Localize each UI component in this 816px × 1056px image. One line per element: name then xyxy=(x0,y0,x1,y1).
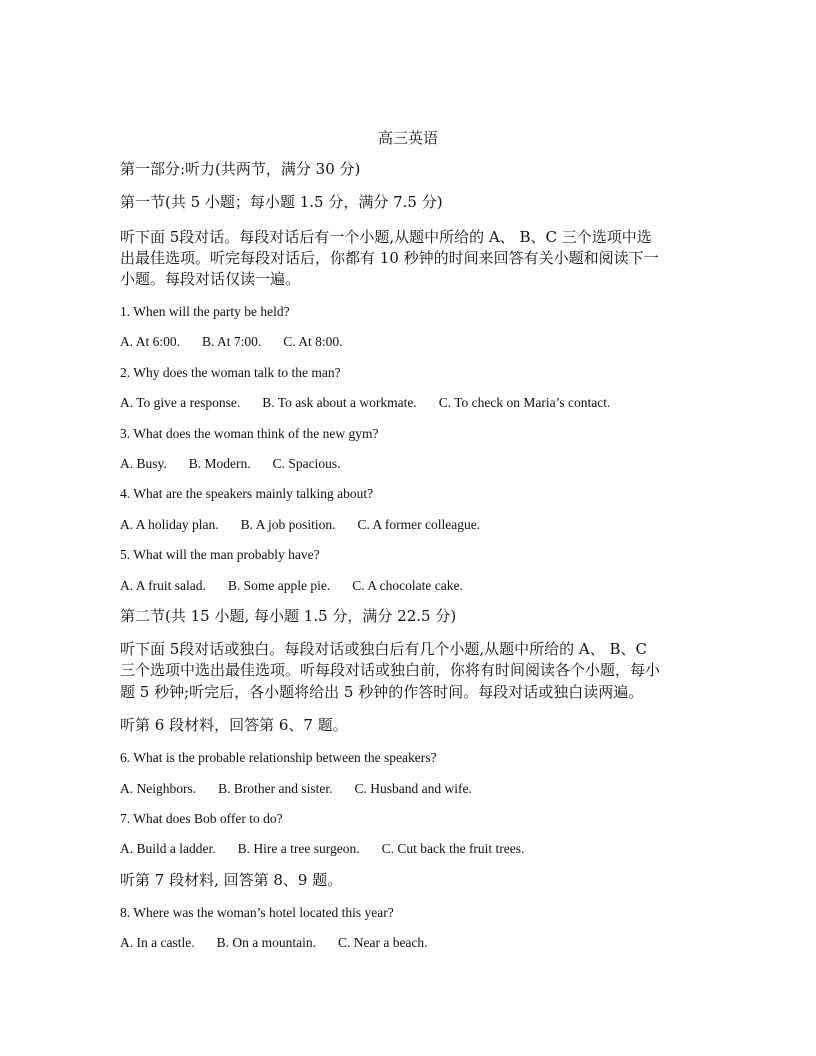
material-7-heading: 听第 7 段材料, 回答第 8、9 题。 xyxy=(120,871,343,889)
option: C. Husband and wife. xyxy=(354,781,472,796)
answer-options xyxy=(120,579,463,593)
answer-options xyxy=(120,518,480,532)
option: B. At 7:00. xyxy=(202,334,262,349)
section2-instruction-line: 听下面 5段对话或独白。每段对话或独白后有几个小题,从题中所给的 A、 B、C xyxy=(120,640,647,658)
answer-options xyxy=(120,936,428,950)
option: A. Busy. xyxy=(120,456,167,471)
answer-options xyxy=(120,335,343,349)
option: B. To ask about a workmate. xyxy=(262,395,417,410)
option: C. At 8:00. xyxy=(283,334,343,349)
question-text: 8. Where was the woman’s hotel located this year? xyxy=(120,905,394,920)
option: B. A job position. xyxy=(240,517,336,532)
material-6-heading: 听第 6 段材料，回答第 6、7 题。 xyxy=(120,716,348,734)
answer-options xyxy=(120,782,472,796)
option: A. At 6:00. xyxy=(120,334,181,349)
part1-heading: 第一部分:听力(共两节，满分 30 分) xyxy=(120,160,361,178)
option: C. Cut back the fruit trees. xyxy=(381,841,525,856)
option: A. A holiday plan. xyxy=(120,517,219,532)
option: C. Spacious. xyxy=(272,456,341,471)
question-text: 5. What will the man probably have? xyxy=(120,547,320,562)
answer-options xyxy=(120,842,524,856)
option: A. A fruit salad. xyxy=(120,578,206,593)
section2-heading: 第二节(共 15 小题, 每小题 1.5 分，满分 22.5 分) xyxy=(120,607,457,625)
question-text: 3. What does the woman think of the new gym? xyxy=(120,426,379,441)
question-text: 7. What does Bob offer to do? xyxy=(120,811,283,826)
section1-instruction-line: 小题。每段对话仅读一遍。 xyxy=(120,270,301,288)
question-text: 4. What are the speakers mainly talking about? xyxy=(120,486,374,501)
section2-instruction-line: 三个选项中选出最佳选项。听每段对话或独白前，你将有时间阅读各个小题，每小 xyxy=(120,661,661,679)
option: C. Near a beach. xyxy=(337,935,428,950)
document-title: 高三英语 xyxy=(377,129,438,147)
section2-instruction-line: 题 5 秒钟;听完后，各小题将给出 5 秒钟的作答时间。每段对话或独白读两遍。 xyxy=(120,683,644,701)
option: B. Brother and sister. xyxy=(218,781,333,796)
option: B. Hire a tree surgeon. xyxy=(237,841,360,856)
option: B. Some apple pie. xyxy=(227,578,331,593)
option: C. A former colleague. xyxy=(357,517,481,532)
question-text: 6. What is the probable relationship between the speakers? xyxy=(120,750,437,765)
section1-heading: 第一节(共 5 小题；每小题 1.5 分，满分 7.5 分) xyxy=(120,193,443,211)
question-text: 1. When will the party be held? xyxy=(120,304,290,319)
option: B. On a mountain. xyxy=(216,935,316,950)
option: C. To check on Maria’s contact. xyxy=(438,395,611,410)
question-text: 2. Why does the woman talk to the man? xyxy=(120,365,341,380)
option: C. A chocolate cake. xyxy=(352,578,463,593)
option: B. Modern. xyxy=(188,456,251,471)
answer-options xyxy=(120,396,610,410)
option: A. Build a ladder. xyxy=(120,841,216,856)
section1-instruction-line: 听下面 5段对话。每段对话后有一个小题,从题中所给的 A、 B、C 三个选项中选 xyxy=(120,228,652,246)
option: A. In a castle. xyxy=(120,935,195,950)
option: A. Neighbors. xyxy=(120,781,197,796)
option: A. To give a response. xyxy=(120,395,241,410)
answer-options xyxy=(120,457,341,471)
section1-instruction-line: 出最佳选项。听完每段对话后，你都有 10 秒钟的时间来回答有关小题和阅读下一 xyxy=(120,249,659,267)
